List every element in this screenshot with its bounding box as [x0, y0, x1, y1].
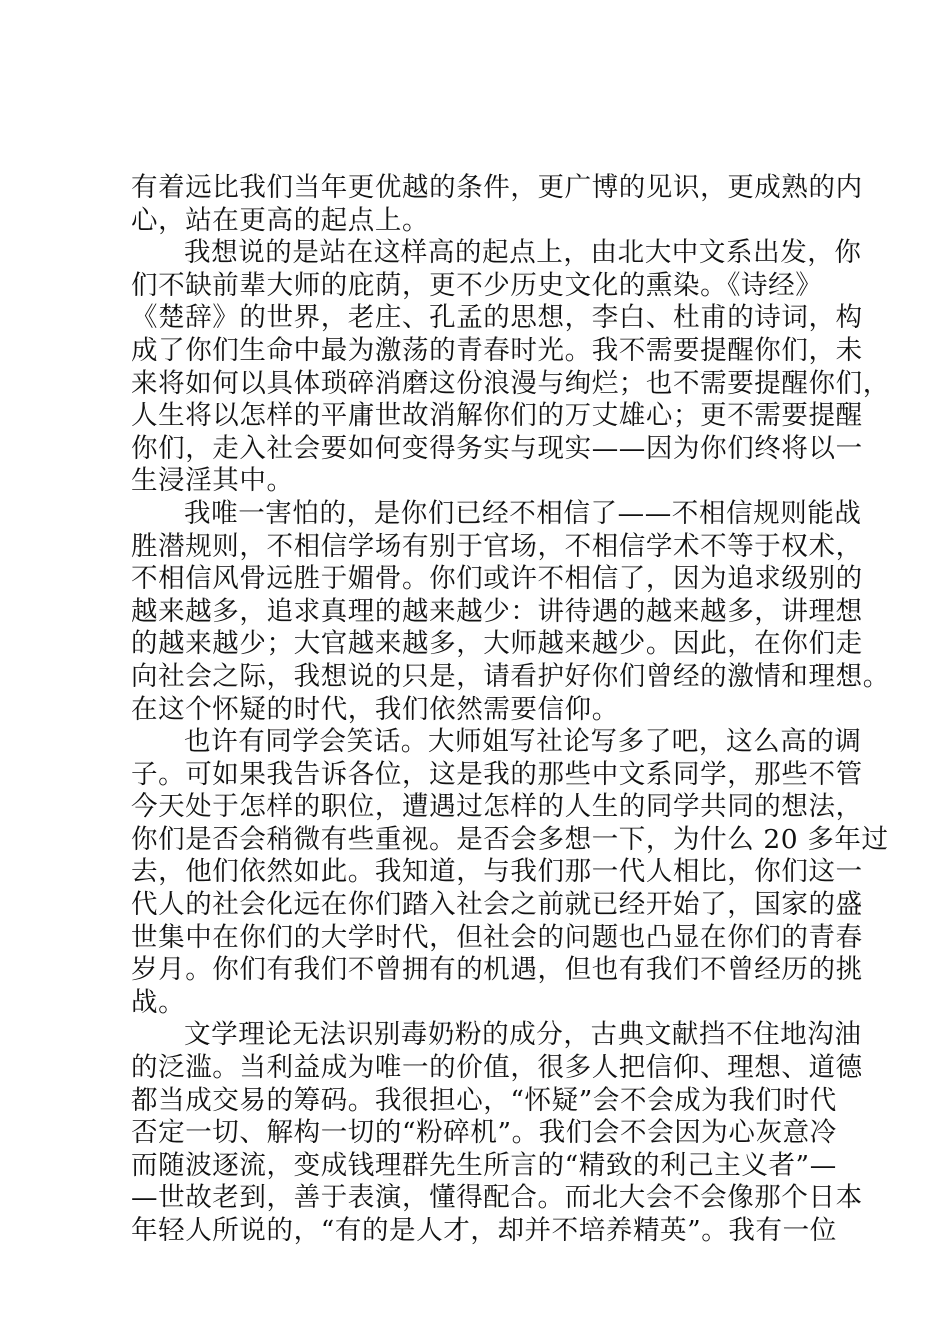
text-line: 代人的社会化远在你们踏入社会之前就已经开始了，国家的盛: [131, 889, 863, 921]
text-line: 有着远比我们当年更优越的条件，更广博的见识，更成熟的内: [131, 172, 863, 203]
text-line: 人生将以怎样的平庸世故消解你们的万丈雄心；更不需要提醒: [131, 400, 863, 432]
text-line: 也许有同学会笑话。大师姐写社论写多了吧，这么高的调: [184, 726, 862, 758]
text-line: 世集中在你们的大学时代，但社会的问题也凸显在你们的青春: [131, 921, 863, 953]
paragraph-1: [131, 172, 863, 237]
text-line: 不相信风骨远胜于媚骨。你们或许不相信了，因为追求级别的: [131, 563, 863, 595]
text-line: 都当成交易的筹码。我很担心，“怀疑”会不会成为我们时代: [131, 1084, 837, 1116]
text-line: 《楚辞》的世界，老庄、孔孟的思想，李白、杜甫的诗词，构: [131, 302, 863, 334]
text-line: 越来越多，追求真理的越来越少：讲待遇的越来越多，讲理想: [131, 595, 863, 627]
text-line: 今天处于怎样的职位，遭遇过怎样的人生的同学共同的想法，: [131, 791, 863, 823]
text-line: 成了你们生命中最为激荡的青春时光。我不需要提醒你们，未: [131, 334, 863, 366]
text-line: 心，站在更高的起点上。: [131, 204, 430, 236]
text-line: 的泛滥。当利益成为唯一的价值，很多人把信仰、理想、道德: [131, 1052, 863, 1084]
body-text: [131, 172, 890, 1248]
text-line: 你们是否会稍微有些重视。是否会多想一下，为什么 20 多年过: [131, 823, 889, 855]
text-line: 我想说的是站在这样高的起点上，由北大中文系出发，你: [184, 237, 862, 269]
text-line: —世故老到，善于表演，懂得配合。而北大会不会像那个日本: [131, 1182, 863, 1214]
text-line: 去，他们依然如此。我知道，与我们那一代人相比，你们这一: [131, 856, 863, 888]
text-line: 岁月。你们有我们不曾拥有的机遇，但也有我们不曾经历的挑: [131, 954, 863, 986]
paragraph-3: [131, 497, 890, 726]
text-line: 子。可如果我告诉各位，这是我的那些中文系同学，那些不管: [131, 758, 863, 790]
text-line: 们不缺前辈大师的庇荫，更不少历史文化的熏染。《诗经》: [131, 269, 823, 301]
text-line: 文学理论无法识别毒奶粉的成分，古典文献挡不住地沟油: [184, 1019, 862, 1051]
paragraph-4: [131, 726, 889, 1019]
text-line: 我唯一害怕的，是你们已经不相信了——不相信规则能战: [184, 497, 862, 529]
text-line: 胜潜规则，不相信学场有别于官场，不相信学术不等于权术，: [131, 530, 863, 562]
text-line: 年轻人所说的，“有的是人才，却并不培养精英”。我有一位: [131, 1215, 837, 1246]
text-line: 否定一切、解构一切的“粉碎机”。我们会不会因为心灰意冷: [131, 1117, 837, 1149]
text-line: 在这个怀疑的时代，我们依然需要信仰。: [131, 693, 619, 725]
text-line: 战。: [131, 986, 186, 1018]
text-line: 来将如何以具体琐碎消磨这份浪漫与绚烂；也不需要提醒你们，: [131, 367, 890, 399]
text-line: 的越来越少；大官越来越多，大师越来越少。因此，在你们走: [131, 628, 863, 660]
text-line: 生浸淫其中。: [131, 465, 294, 497]
paragraph-2: [131, 237, 890, 498]
text-line: 向社会之际，我想说的只是，请看护好你们曾经的激情和理想。: [131, 660, 890, 692]
paragraph-5: [131, 1019, 863, 1247]
text-line: 你们，走入社会要如何变得务实与现实——因为你们终将以一: [131, 432, 863, 464]
text-line: 而随波逐流，变成钱理群先生所言的“精致的利己主义者”—: [131, 1149, 837, 1181]
